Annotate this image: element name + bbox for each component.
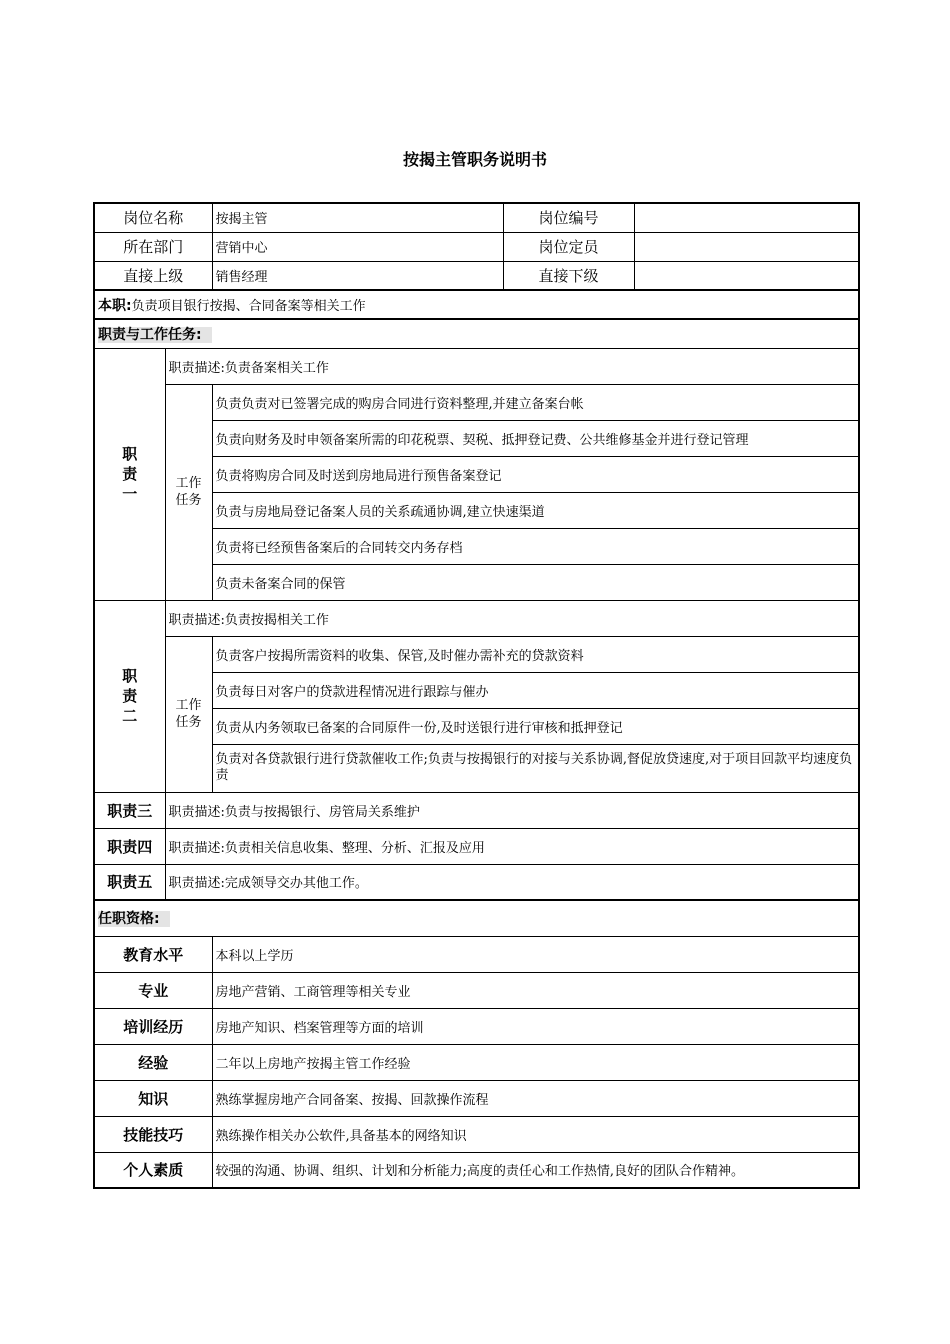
superior-label: 直接上级 bbox=[94, 261, 212, 290]
headcount-value bbox=[634, 232, 859, 261]
department-value: 营销中心 bbox=[212, 232, 503, 261]
duties-section-heading: 职责与工作任务: bbox=[94, 319, 859, 348]
header-row bbox=[94, 232, 859, 261]
duty3-row bbox=[94, 792, 859, 828]
qual-value: 熟练掌握房地产合同备案、按揭、回款操作流程 bbox=[212, 1080, 859, 1116]
page-title: 按揭主管职务说明书 bbox=[402, 150, 547, 169]
position-name-value: 按揭主管 bbox=[212, 203, 503, 232]
qual-value: 较强的沟通、协调、组织、计划和分析能力;高度的责任心和工作热情,良好的团队合作精神。 bbox=[212, 1152, 859, 1188]
duty1-task-label: 工作 任务 bbox=[165, 384, 212, 600]
duty2-label: 职 责 二 bbox=[94, 600, 165, 792]
duty2-desc: 职责描述:负责按揭相关工作 bbox=[165, 600, 859, 636]
duty2-desc-row bbox=[94, 600, 859, 636]
duty1-desc-row bbox=[94, 348, 859, 384]
qual-section-row bbox=[94, 900, 859, 936]
duty4-desc: 职责描述:负责相关信息收集、整理、分析、汇报及应用 bbox=[165, 828, 859, 864]
subordinate-value bbox=[634, 261, 859, 290]
qual-label: 知识 bbox=[94, 1080, 212, 1116]
qual-value: 房地产营销、工商管理等相关专业 bbox=[212, 972, 859, 1008]
qual-label: 培训经历 bbox=[94, 1008, 212, 1044]
duty1-desc: 职责描述:负责备案相关工作 bbox=[165, 348, 859, 384]
qual-row bbox=[94, 936, 859, 972]
duty1-task: 负责与房地局登记备案人员的关系疏通协调,建立快速渠道 bbox=[212, 492, 859, 528]
role-cell bbox=[94, 290, 859, 319]
duty1-task: 负责将购房合同及时送到房地局进行预售备案登记 bbox=[212, 456, 859, 492]
qual-label: 经验 bbox=[94, 1044, 212, 1080]
duty3-desc: 职责描述:负责与按揭银行、房管局关系维护 bbox=[165, 792, 859, 828]
qual-row bbox=[94, 1008, 859, 1044]
header-row bbox=[94, 261, 859, 290]
duty1-task: 负责未备案合同的保管 bbox=[212, 564, 859, 600]
qual-value: 房地产知识、档案管理等方面的培训 bbox=[212, 1008, 859, 1044]
duties-section-row bbox=[94, 319, 859, 348]
qual-section-heading: 任职资格: bbox=[94, 900, 859, 936]
qual-row bbox=[94, 972, 859, 1008]
qual-label: 个人素质 bbox=[94, 1152, 212, 1188]
subordinate-label: 直接下级 bbox=[503, 261, 634, 290]
qual-row bbox=[94, 1152, 859, 1188]
qual-row bbox=[94, 1116, 859, 1152]
position-no-label: 岗位编号 bbox=[503, 203, 634, 232]
role-label: 本职: bbox=[98, 297, 132, 314]
duty1-task: 负责将已经预售备案后的合同转交内务存档 bbox=[212, 528, 859, 564]
qual-row bbox=[94, 1044, 859, 1080]
duty2-task-label: 工作 任务 bbox=[165, 636, 212, 792]
duty4-row bbox=[94, 828, 859, 864]
headcount-label: 岗位定员 bbox=[503, 232, 634, 261]
duty2-task: 负责客户按揭所需资料的收集、保管,及时催办需补充的贷款资料 bbox=[212, 636, 859, 672]
duty4-label: 职责四 bbox=[94, 828, 165, 864]
duty5-desc: 职责描述:完成领导交办其他工作。 bbox=[165, 864, 859, 900]
qual-label: 技能技巧 bbox=[94, 1116, 212, 1152]
task-row bbox=[94, 384, 859, 420]
position-name-label: 岗位名称 bbox=[94, 203, 212, 232]
department-label: 所在部门 bbox=[94, 232, 212, 261]
duty1-label: 职 责 一 bbox=[94, 348, 165, 600]
duty2-task: 负责从内务领取已备案的合同原件一份,及时送银行进行审核和抵押登记 bbox=[212, 708, 859, 744]
job-description-table bbox=[93, 202, 860, 1189]
duty5-label: 职责五 bbox=[94, 864, 165, 900]
qual-value: 本科以上学历 bbox=[212, 936, 859, 972]
position-no-value bbox=[634, 203, 859, 232]
duty5-row bbox=[94, 864, 859, 900]
duty1-task: 负责负责对已签署完成的购房合同进行资料整理,并建立备案台帐 bbox=[212, 384, 859, 420]
qual-value: 熟练操作相关办公软件,具备基本的网络知识 bbox=[212, 1116, 859, 1152]
qual-value: 二年以上房地产按揭主管工作经验 bbox=[212, 1044, 859, 1080]
superior-value: 销售经理 bbox=[212, 261, 503, 290]
duty1-task: 负责向财务及时申领备案所需的印花税票、契税、抵押登记费、公共维修基金并进行登记管理 bbox=[212, 420, 859, 456]
duty2-task: 负责每日对客户的贷款进程情况进行跟踪与催办 bbox=[212, 672, 859, 708]
role-text: 负责项目银行按揭、合同备案等相关工作 bbox=[131, 298, 366, 314]
duty3-label: 职责三 bbox=[94, 792, 165, 828]
qual-row bbox=[94, 1080, 859, 1116]
header-row bbox=[94, 203, 859, 232]
qual-label: 专业 bbox=[94, 972, 212, 1008]
task-row bbox=[94, 636, 859, 672]
role-row bbox=[94, 290, 859, 319]
duty2-task: 负责对各贷款银行进行贷款催收工作;负责与按揭银行的对接与关系协调,督促放贷速度,对于项目回款平均速度负责 bbox=[212, 744, 859, 792]
qual-label: 教育水平 bbox=[94, 936, 212, 972]
